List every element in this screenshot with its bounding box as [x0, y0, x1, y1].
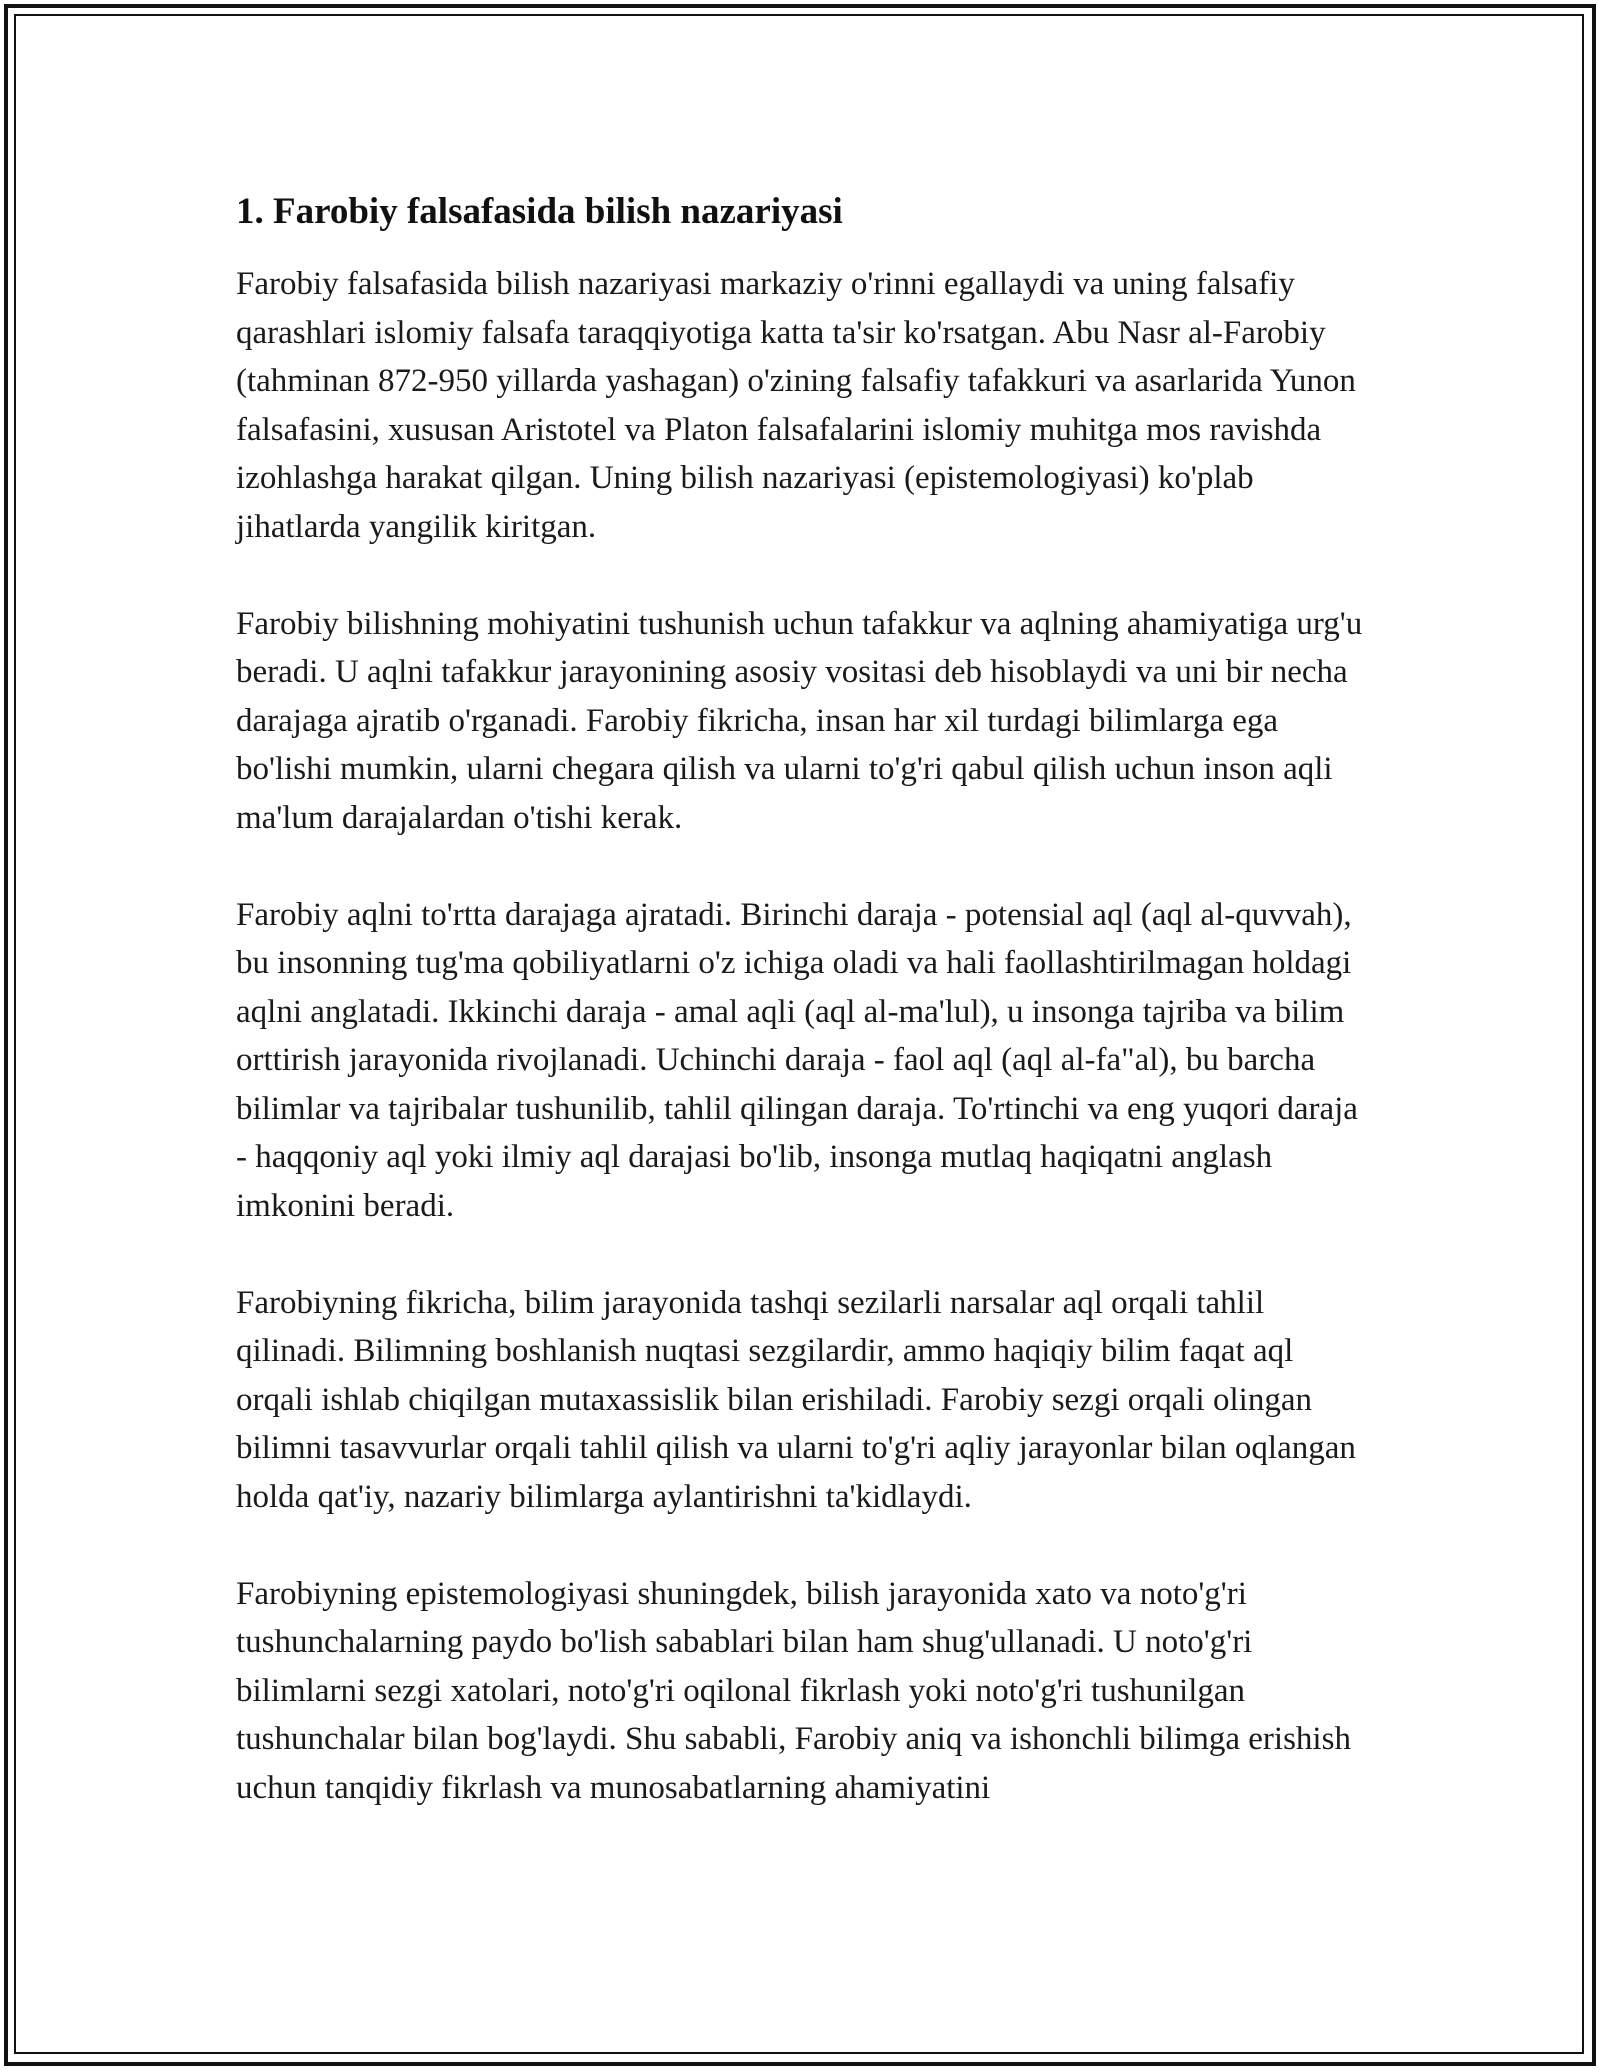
paragraph-3: Farobiy aqlni to'rtta darajaga ajratadi. Birinchi daraja - potensial aql (aql al-quvvah), bu insonning tug'ma qobiliyatlarni o'z ichiga oladi va hali faollashtirilmagan holdagi aqlni anglatadi. Ikkinchi daraja - amal aqli (aql al-ma'lul), u insonga tajriba va bilim orttirish jarayonida rivojlanadi. Uchinchi daraja - faol aql (aql al-fa"al), bu barcha bilimlar va tajribalar tushunilib, tahlil qilingan daraja. To'rtinchi va eng yuqori daraja - haqqoniy aql yoki ilmiy aql darajasi bo'lib, insonga mutlaq haqiqatni anglash imkonini beradi.: [236, 896, 1358, 1224]
paragraph-5: Farobiyning epistemologiyasi shuningdek, bilish jarayonida xato va noto'g'ri tushunchalarning paydo bo'lish sabablari bilan ham shug'ullanadi. U noto'g'ri bilimlarni sezgi xatolari, noto'g'ri oqilonal fikrlash yoki noto'g'ri tushunilgan tushunchalar bilan bog'laydi. Shu sababli, Farobiy aniq va ishonchli bilimga erishish uchun tanqidiy fikrlash va munosabatlarning ahamiyatini: [236, 1575, 1351, 1806]
paragraph-4: Farobiyning fikricha, bilim jarayonida tashqi sezilarli narsalar aql orqali tahlil qilinadi. Bilimning boshlanish nuqtasi sezgilardir, ammo haqiqiy bilim faqat aql orqali ishlab chiqilgan mutaxassislik bilan erishiladi. Farobiy sezgi orqali olingan bilimni tasavvurlar orqali tahlil qilish va ularni to'g'ri aqliy jarayonlar bilan oqlangan holda qat'iy, nazariy bilimlarga aylantirishni ta'kidlaydi.: [236, 1284, 1356, 1515]
paragraph-2: Farobiy bilishning mohiyatini tushunish uchun tafakkur va aqlning ahamiyatiga urg'u beradi. U aqlni tafakkur jarayonining asosiy vositasi deb hisoblaydi va uni bir necha darajaga ajratib o'rganadi. Farobiy fikricha, insan har xil turdagi bilimlarga ega bo'lishi mumkin, ularni chegara qilish va ularni to'g'ri qabul qilish uchun inson aqli ma'lum darajalardan o'tishi kerak.: [236, 605, 1363, 836]
document-body: [236, 188, 1376, 1861]
section-heading: 1. Farobiy falsafasida bilish nazariyasi: [236, 191, 843, 232]
paragraph-1: Farobiy falsafasida bilish nazariyasi markaziy o'rinni egallaydi va uning falsafiy qarashlari islomiy falsafa taraqqiyotiga katta ta'sir ko'rsatgan. Abu Nasr al-Farobiy (tahminan 872-950 yillarda yashagan) o'zining falsafiy tafakkuri va asarlarida Yunon falsafasini, xususan Aristotel va Platon falsafalarini islomiy muhitga mos ravishda izohlashga harakat qilgan. Uning bilish nazariyasi (epistemologiyasi) ko'plab jihatlarda yangilik kiritgan.: [236, 266, 1356, 545]
